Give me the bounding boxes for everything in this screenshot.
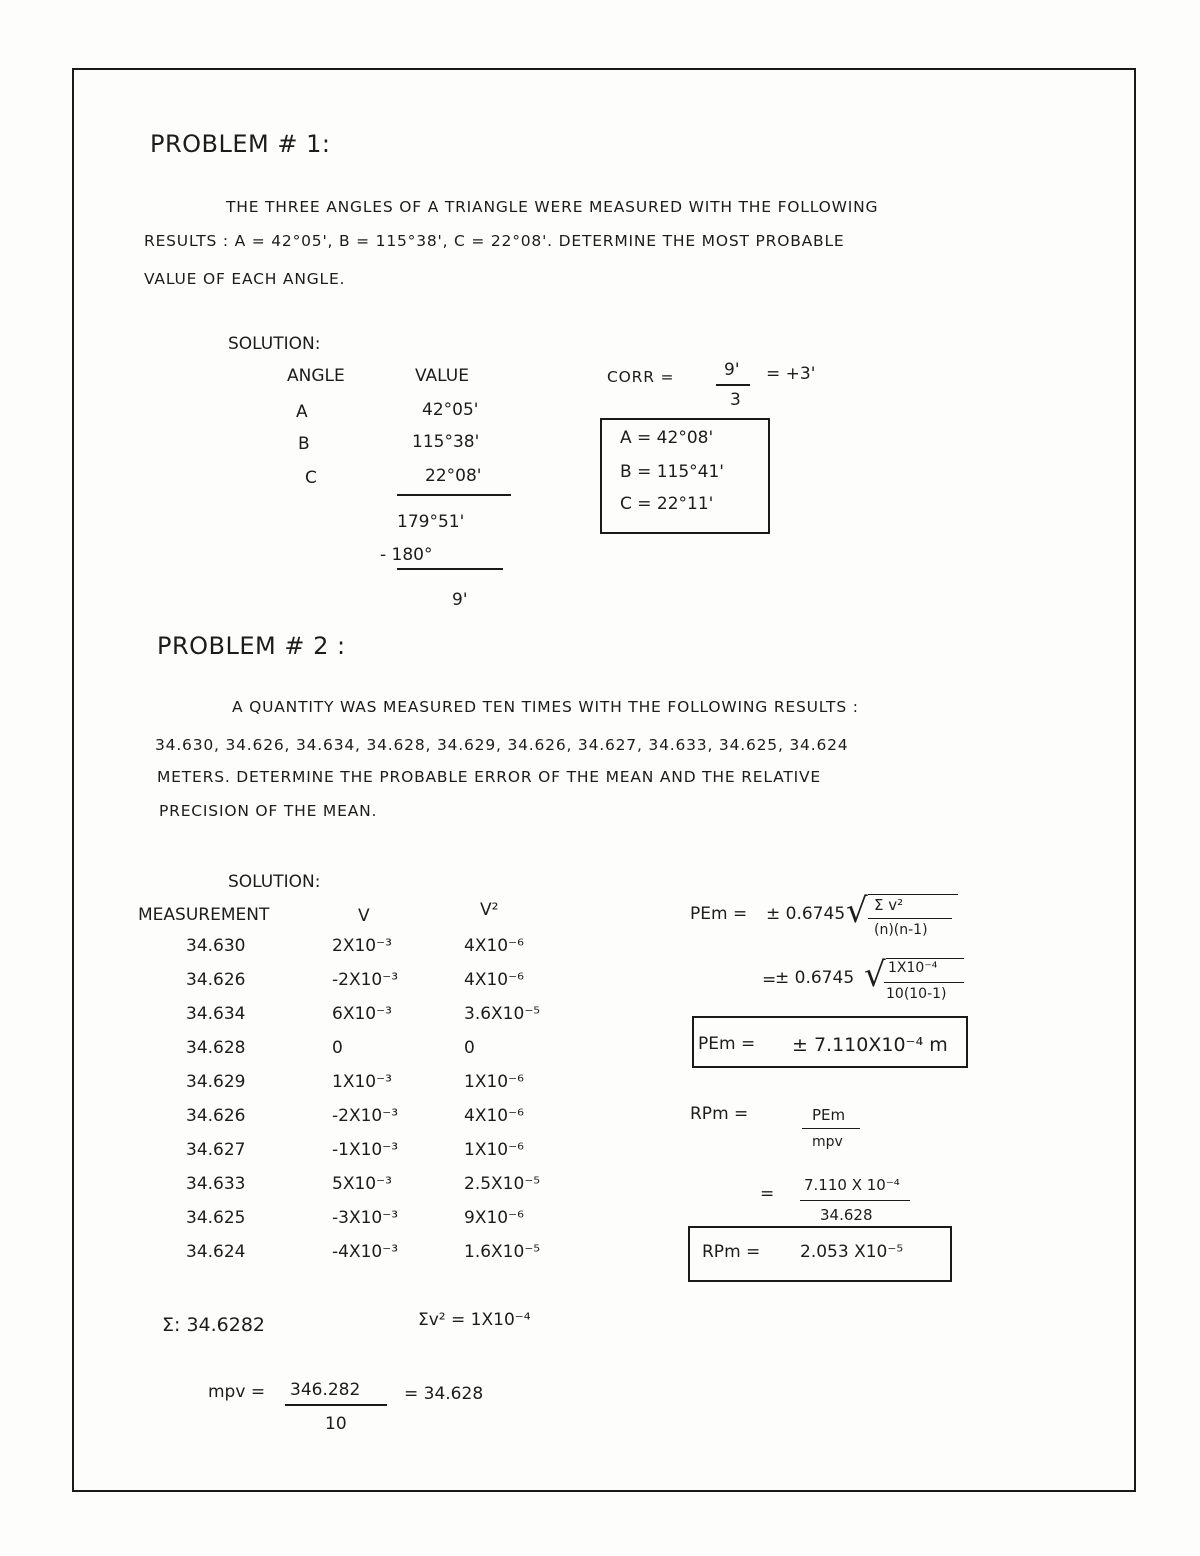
corr-result: = +3' (766, 364, 816, 384)
rpm-answer-value: 2.053 X10⁻⁵ (800, 1242, 904, 1262)
measurement-cell: 34.633 (186, 1174, 246, 1194)
angle-c: C (305, 468, 317, 488)
measurement-cell: 34.624 (186, 1242, 246, 1262)
rpm-fraction-bar (802, 1128, 860, 1129)
residual-cell: -1X10⁻³ (332, 1140, 399, 1160)
mpv-fraction-bar (285, 1404, 387, 1406)
pem-sub-denominator: 10(10-1) (886, 986, 947, 1002)
pem-sub-fraction-bar (884, 982, 964, 983)
value-c: 22°08' (425, 466, 482, 486)
problem2-statement-line4: PRECISION OF THE MEAN. (159, 802, 378, 820)
residual-squared-cell: 3.6X10⁻⁵ (464, 1004, 541, 1024)
residual-squared-cell: 1X10⁻⁶ (464, 1072, 524, 1092)
mpv-denominator: 10 (325, 1414, 347, 1434)
mpv-result: = 34.628 (404, 1384, 484, 1404)
difference-underline (397, 568, 503, 570)
rpm-label: RPm = (690, 1104, 749, 1124)
pem-sub-coef: ± 0.6745 (775, 968, 855, 988)
residual-squared-cell: 4X10⁻⁶ (464, 1106, 524, 1126)
mpv-numerator: 346.282 (290, 1380, 361, 1400)
residual-squared-cell: 2.5X10⁻⁵ (464, 1174, 541, 1194)
measurement-cell: 34.628 (186, 1038, 246, 1058)
value-header: VALUE (415, 366, 469, 386)
pem-numerator: Σ v² (874, 896, 904, 914)
residual-squared-cell: 9X10⁻⁶ (464, 1208, 524, 1228)
problem2-statement-line3: METERS. DETERMINE THE PROBABLE ERROR OF THE MEAN AND THE RELATIVE (157, 768, 821, 786)
radical-bar-2 (886, 958, 964, 959)
residual-cell: -2X10⁻³ (332, 970, 399, 990)
rpm-denominator: mpv (812, 1134, 843, 1150)
problem1-title: PROBLEM # 1: (150, 130, 331, 158)
v2-header: V² (480, 900, 499, 920)
measurement-cell: 34.626 (186, 1106, 246, 1126)
problem1-statement-line3: VALUE OF EACH ANGLE. (144, 270, 346, 288)
pem-sub-numerator: 1X10⁻⁴ (888, 960, 938, 976)
value-b: 115°38' (412, 432, 480, 452)
residual-squared-cell: 0 (464, 1038, 475, 1058)
value-a: 42°05' (422, 400, 479, 420)
pem-fraction-bar (868, 918, 952, 919)
problem1-statement-line1: THE THREE ANGLES OF A TRIANGLE WERE MEASURED WITH THE FOLLOWING (226, 198, 879, 216)
angle-difference: 9' (452, 590, 468, 610)
corr-denominator: 3 (730, 390, 741, 410)
pem-denominator: (n)(n-1) (874, 922, 928, 938)
measurement-cell: 34.626 (186, 970, 246, 990)
measurement-cell: 34.625 (186, 1208, 246, 1228)
residual-squared-cell: 1X10⁻⁶ (464, 1140, 524, 1160)
radical-sign-2: √ (864, 955, 886, 995)
pem-answer-label: PEm = (698, 1034, 756, 1054)
angle-sum: 179°51' (397, 512, 465, 532)
angle-header: ANGLE (287, 366, 345, 386)
problem2-statement-line1: A QUANTITY WAS MEASURED TEN TIMES WITH THE FOLLOWING RESULTS : (232, 698, 859, 716)
rpm-sub-denominator: 34.628 (820, 1206, 873, 1224)
problem1-solution-label: SOLUTION: (228, 334, 321, 354)
sum-underline (397, 494, 511, 496)
corr-numerator: 9' (724, 360, 740, 380)
residual-cell: 6X10⁻³ (332, 1004, 392, 1024)
corr-fraction-bar (716, 384, 750, 386)
residual-cell: -4X10⁻³ (332, 1242, 399, 1262)
rpm-sub-numerator: 7.110 X 10⁻⁴ (804, 1176, 900, 1194)
sum-measurements: Σ: 34.6282 (162, 1314, 266, 1336)
angle-b: B (298, 434, 310, 454)
radical-sign-1: √ (846, 891, 868, 931)
residual-cell: -3X10⁻³ (332, 1208, 399, 1228)
residual-cell: 1X10⁻³ (332, 1072, 392, 1092)
pem-sub-eq: = (762, 970, 777, 990)
measurement-cell: 34.629 (186, 1072, 246, 1092)
pem-label: PEm = (690, 904, 748, 924)
problem2-solution-label: SOLUTION: (228, 872, 321, 892)
answer-b: B = 115°41' (620, 462, 724, 482)
mpv-label: mpv = (208, 1382, 266, 1402)
answer-a: A = 42°08' (620, 428, 714, 448)
rpm-answer-label: RPm = (702, 1242, 761, 1262)
sum-v2: Σv² = 1X10⁻⁴ (418, 1310, 531, 1330)
residual-squared-cell: 4X10⁻⁶ (464, 970, 524, 990)
residual-cell: 5X10⁻³ (332, 1174, 392, 1194)
measurement-cell: 34.634 (186, 1004, 246, 1024)
answer-c: C = 22°11' (620, 494, 714, 514)
corr-label: CORR = (607, 368, 675, 386)
residual-cell: 2X10⁻³ (332, 936, 392, 956)
pem-coef: ± 0.6745 (766, 904, 846, 924)
measurement-cell: 34.627 (186, 1140, 246, 1160)
v-header: V (358, 906, 370, 926)
measurement-cell: 34.630 (186, 936, 246, 956)
problem1-statement-line2: RESULTS : A = 42°05', B = 115°38', C = 22°08'. DETERMINE THE MOST PROBABLE (144, 232, 845, 250)
angle-a: A (296, 402, 308, 422)
residual-squared-cell: 4X10⁻⁶ (464, 936, 524, 956)
problem2-statement-line2: 34.630, 34.626, 34.634, 34.628, 34.629, 34.626, 34.627, 34.633, 34.625, 34.624 (155, 736, 849, 754)
rpm-sub-eq: = (760, 1184, 775, 1204)
residual-squared-cell: 1.6X10⁻⁵ (464, 1242, 541, 1262)
residual-cell: 0 (332, 1038, 343, 1058)
radical-bar-1 (868, 894, 958, 895)
rpm-numerator: PEm (812, 1106, 846, 1124)
minus-180: - 180° (380, 545, 433, 565)
pem-answer-value: ± 7.110X10⁻⁴ m (792, 1034, 948, 1056)
rpm-sub-fraction-bar (800, 1200, 910, 1201)
measurement-header: MEASUREMENT (138, 905, 270, 925)
problem2-title: PROBLEM # 2 : (157, 632, 346, 660)
residual-cell: -2X10⁻³ (332, 1106, 399, 1126)
